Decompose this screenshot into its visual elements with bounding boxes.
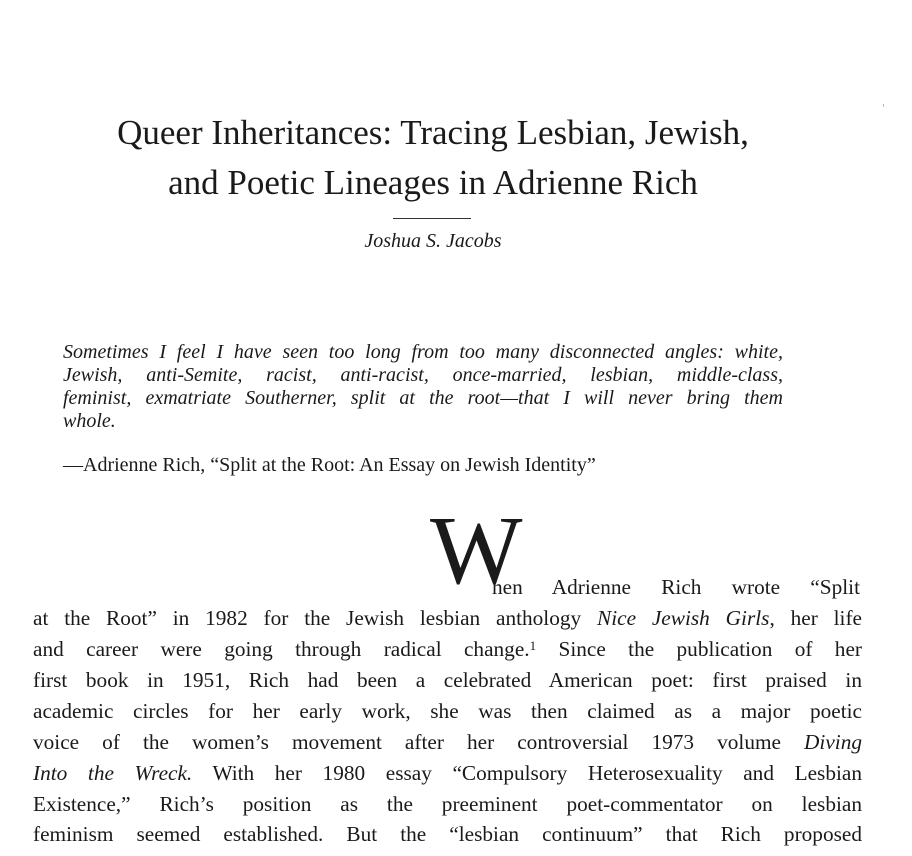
italic-title: Nice Jewish Girls	[597, 606, 770, 630]
body-line	[33, 634, 862, 664]
epigraph-line: Sometimes I feel I have seen too long from too many disconnected angles: white,	[63, 341, 783, 363]
author-name: Joshua S. Jacobs	[364, 230, 502, 252]
epigraph-attribution: —Adrienne Rich, “Split at the Root: An Essay on Jewish Identity”	[63, 454, 596, 476]
body-line	[33, 819, 862, 849]
epigraph-line: feminist, exmatriate Southerner, split at the root—that I will never bring them	[63, 387, 783, 409]
italic-title: Into the Wreck.	[33, 761, 193, 785]
epigraph-line: Jewish, anti-Semite, racist, anti-racist, once-married, lesbian, middle-class,	[63, 364, 783, 386]
scan-speck	[883, 104, 884, 107]
italic-title: Diving	[804, 730, 862, 754]
body-line	[492, 572, 860, 602]
body-text-run: first book in 1951, Rich had been a celebrated American poet: first praised in	[33, 668, 862, 692]
drop-cap: W	[430, 497, 523, 605]
body-text-run: feminism seemed established. But the “lesbian continuum” that Rich proposed	[33, 822, 862, 846]
title-divider	[393, 218, 471, 219]
body-line	[33, 727, 862, 757]
body-text-run: Existence,” Rich’s position as the preeminent poet-commentator on lesbian	[33, 792, 862, 816]
body-line	[33, 758, 862, 788]
article-title-line-2: and Poetic Lineages in Adrienne Rich	[168, 163, 698, 202]
body-line	[33, 696, 862, 726]
body-text-run: , her life	[769, 606, 862, 630]
body-text-run: and career were going through radical change.	[33, 637, 530, 661]
body-text-run: hen Adrienne Rich wrote “Split	[492, 575, 860, 599]
footnote-marker: 1	[529, 638, 537, 653]
epigraph-line: whole.	[63, 410, 116, 432]
body-line	[33, 665, 862, 695]
body-line	[33, 603, 862, 633]
epigraph	[63, 341, 783, 433]
body-line	[33, 789, 862, 819]
body-text-run: With her 1980 essay “Compulsory Heterosexuality and Lesbian	[192, 761, 862, 785]
body-text-run: academic circles for her early work, she was then claimed as a major poetic	[33, 699, 862, 723]
body-text-run: Since the publication of her	[536, 637, 862, 661]
body-text-run: voice of the women’s movement after her controversial 1973 volume	[33, 730, 805, 754]
body-text-run: at the Root” in 1982 for the Jewish lesbian anthology	[33, 606, 597, 630]
article-title-line-1: Queer Inheritances: Tracing Lesbian, Jewish,	[117, 113, 749, 152]
